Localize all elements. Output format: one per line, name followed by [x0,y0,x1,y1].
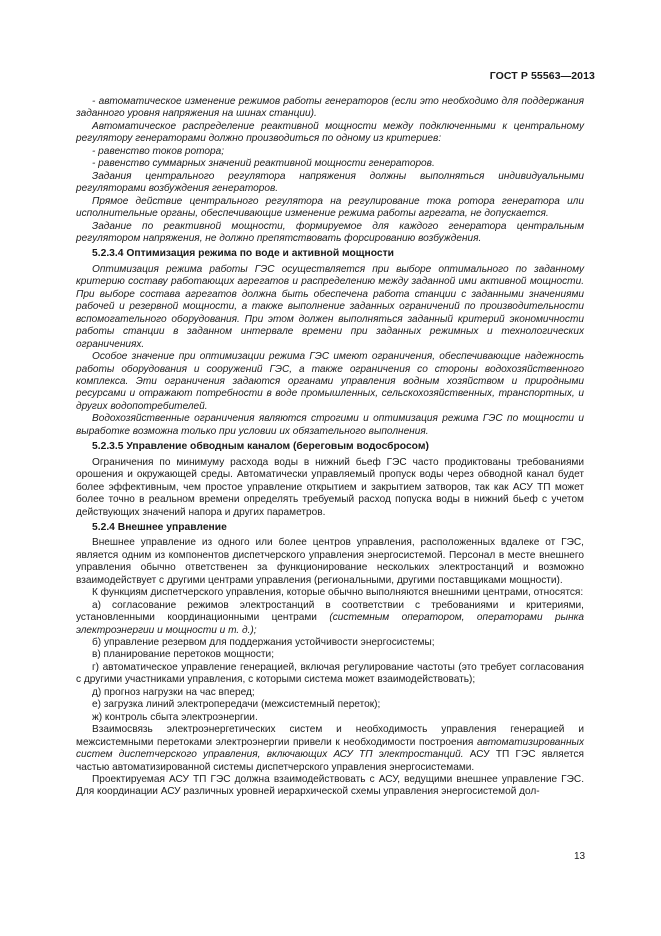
list-item: б) управление резервом для поддержания устойчивости энергосистемы; [92,637,435,649]
page-body [76,96,584,799]
paragraph: Задание по реактивной мощности, формируемое для каждого генератора центральным регулятором напряжения, не должно препятствовать форсированию возбуждения. [76,220,584,244]
list-item: - равенство суммарных значений реактивной мощности генераторов. [92,158,435,170]
list-item: е) загрузка линий электропередачи (межсистемный переток); [92,699,381,711]
document-code: ГОСТ Р 55563—2013 [489,70,595,82]
list-item: в) планирование перетоков мощности; [92,649,274,661]
paragraph: Водохозяйственные ограничения являются строгими и оптимизация режима ГЭС по мощности и выработке возможна только при условии их обязательного выполнения. [76,413,584,437]
paragraph: Задания центрального регулятора напряжения должны выполняться индивидуальными регуляторами возбуждения генераторов. [76,170,584,195]
paragraph: - автоматическое изменение режимов работы генераторов (если это необходимо для поддержания заданного уровня напряжения на шинах станции). [76,96,584,120]
paragraph: К функциям диспетчерского управления, которые обычно выполняются внешними центрами, относятся: [92,587,584,599]
list-item-text: а) согласование режимов электростанций в соответствии с требованиями и критериями, установленными координационными центрами [76,599,584,624]
paragraph-text: АСУ ТП ГЭС является частью автоматизированной системы диспетчерского управления энергосистемами. [76,749,584,773]
list-item: - равенство токов ротора; [92,145,225,157]
paragraph: Прямое действие центрального регулятора на регулирование тока ротора генератора или исполнительные органы, обеспечивающие изменение режима работы агрегата, не допускается. [76,195,584,220]
paragraph: Ограничения по минимуму расхода воды в нижний бьеф ГЭС часто продиктованы требованиями орошения и окружающей среды. Автоматически управляемый пропуск воды через обводной канал будет более эффективным, чем простое управление открытием и закрытием затворов, так как АСУ ТП может более точно в реальном времени определять требуемый расход попуска воды в нижний бьеф с учетом действующих значений напора и других параметров. [76,456,584,518]
paragraph-emphasis: автоматизированных систем диспетчерского управления, включающих АСУ ТП электростанций. [76,736,584,761]
section-heading: 5.2.3.4 Оптимизация режима по воде и активной мощности [92,248,394,260]
section-heading: 5.2.4 Внешнее управление [92,521,227,533]
list-item: ж) контроль сбыта электроэнергии. [92,711,258,723]
paragraph [76,724,584,774]
list-item: г) автоматическое управление генерацией, включая регулирование частоты (это требует согласования с другими участниками управления, с которыми система может взаимодействовать); [76,661,584,686]
paragraph: Особое значение при оптимизации режима ГЭС имеют ограничения, обеспечивающие надежность работы оборудования и сооружений ГЭС, а также ограничения со стороны водохозяйственного комплекса. Эти ограничения задаются органами управления водным хозяйством и природными ресурсами и отражают потребности в воде промышленных, сельскохозяйственных, транспортных, и других водопотребителей. [76,351,584,412]
list-item [76,600,584,637]
paragraph: Оптимизация режима работы ГЭС осуществляется при выборе оптимального по заданному критерию составу работающих агрегатов и распределению между заданной ими активной мощности. При выборе состава агрегатов должна быть обеспечена работа станции с заданными значениями рабочей и резервной мощности, а также выполнение заданных ограничений по производительности вспомогательного оборудования. При этом должен выполняться заданный критерий экономичности работы станции в заданном интервале времени при заданных режимных и технологических ограничениях. [76,263,584,350]
paragraph: Автоматическое распределение реактивной мощности между подключенными к центральному регулятору генераторами должно производиться по одному из критериев: [76,120,584,145]
paragraph: Внешнее управление из одного или более центров управления, расположенных вдалеке от ГЭС, является одним из компонентов диспетчерского управления энергосистемой. Персонал в месте внешнего управления обычно ответственен за функционирование нескольких электростанций и возможно взаимодействует с другими центрами управления (региональными, другими поставщиками мощности). [76,537,584,586]
section-heading: 5.2.3.5 Управление обводным каналом (береговым водосбросом) [92,441,429,453]
paragraph-text: Взаимосвязь электроэнергетических систем и необходимость управления генерацией и межсистемными перетоками электроэнергии привели к необходимости построения [76,724,584,748]
paragraph: Проектируемая АСУ ТП ГЭС должна взаимодействовать с АСУ, ведущими внешнее управление ГЭС. Для координации АСУ различных уровней иерархической схемы управления энергосистемой дол- [76,774,584,798]
list-item-emphasis: (системным оператором, операторами рынка электроэнергии и мощности и т. д.); [76,612,584,636]
list-item: д) прогноз нагрузки на час вперед; [92,686,255,698]
page-number: 13 [574,851,586,862]
